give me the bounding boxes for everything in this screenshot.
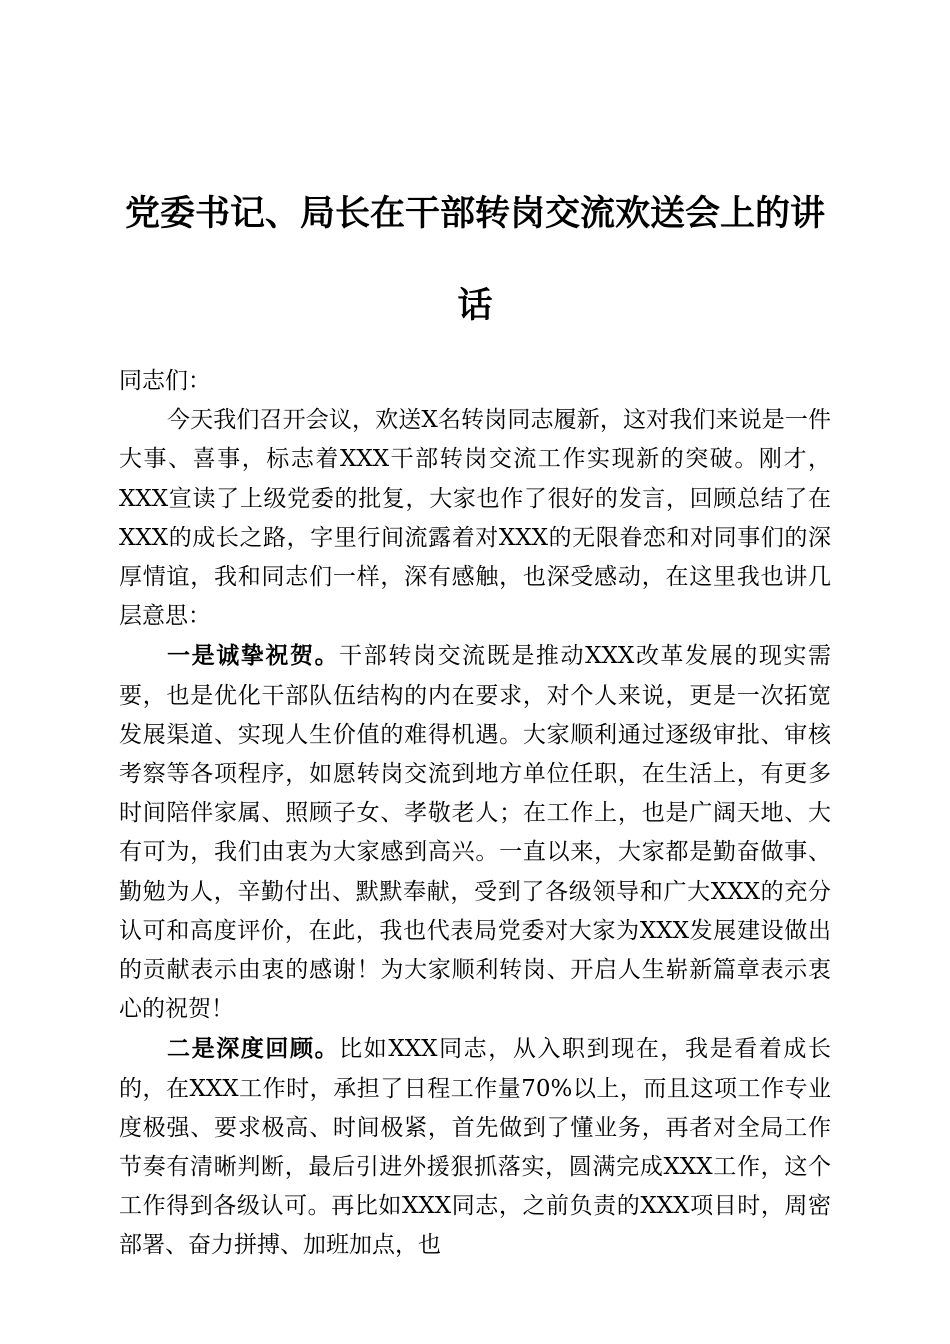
paragraph-intro <box>119 401 831 636</box>
paragraph-lead: 二是深度回顾。 <box>167 1035 340 1063</box>
paragraph-lead: 一是诚挚祝贺。 <box>167 642 340 670</box>
paragraph-text: 今天我们召开会议，欢送X名转岗同志履新，这对我们来说是一件大事、喜事，标志着XXX干部转岗交流工作实现新的突破。刚才，XXX宣读了上级党委的批复，大家也作了很好的发言，回顾总结了在XXX的成长之路，字里行间流露着对XXX的无限眷恋和对同事们的深厚情谊，我和同志们一样，深有感触，也深受感动，在这里我也讲几层意思： <box>119 407 831 630</box>
paragraph-text: 干部转岗交流既是推动XXX改革发展的现实需要，也是优化干部队伍结构的内在要求，对个人来说，更是一次拓宽发展渠道、实现人生价值的难得机遇。大家顺利通过逐级审批、审核考察等各项程序，如愿转岗交流到地方单位任职，在生活上，有更多时间陪伴家属、照顾子女、孝敬老人；在工作上，也是广阔天地、大有可为，我们由衷为大家感到高兴。一直以来，大家都是勤奋做事、勤勉为人，辛勤付出、默默奉献，受到了各级领导和广大XXX的充分认可和高度评价，在此，我也代表局党委对大家为XXX发展建设做出的贡献表示由衷的感谢！为大家顺利转岗、开启人生崭新篇章表示衷心的祝贺！ <box>119 643 832 1023</box>
paragraph-review <box>119 1029 831 1265</box>
document-title: 党委书记、局长在干部转岗交流欢送会上的讲话 <box>124 193 825 326</box>
salutation: 同志们： <box>119 368 211 394</box>
document-body <box>119 362 831 1266</box>
paragraph-congratulations <box>119 636 831 1029</box>
paragraph-text: 比如XXX同志，从入职到现在，我是看着成长的，在XXX工作时，承担了日程工作量70%以上，而且这项工作专业度极强、要求极高、时间极紧，首先做到了懂业务，再者对全局工作节奏有清晰判断，最后引进外援狠抓落实，圆满完成XXX工作，这个工作得到各级认可。再比如XXX同志，之前负责的XXX项目时，周密部署、奋力拼搏、加班加点，也 <box>119 1036 832 1259</box>
